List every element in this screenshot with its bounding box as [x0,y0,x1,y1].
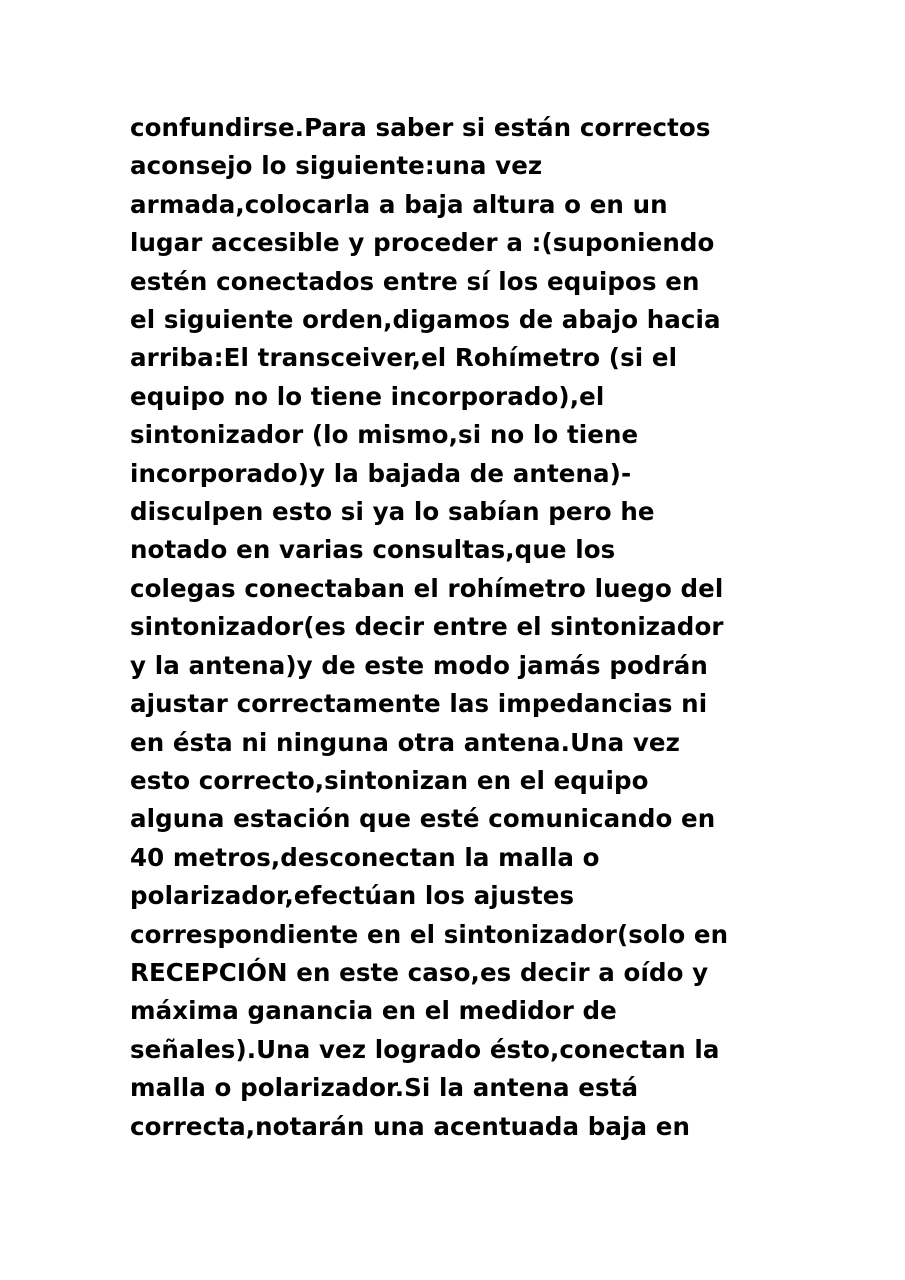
text-line: alguna estación que esté comunicando en [130,804,716,834]
text-line: correcta,notarán una acentuada baja en [130,1111,691,1141]
text-line: equipo no lo tiene incorporado),el [130,381,605,411]
text-line: disculpen esto si ya lo sabían pero he [130,497,655,527]
text-line: notado en varias consultas,que los [130,535,616,565]
text-line: confundirse.Para saber si están correctos [130,113,711,142]
text-line: estén conectados entre sí los equipos en [130,266,700,296]
text-line: polarizador,efectúan los ajustes [130,881,575,911]
text-line: sintonizador (lo mismo,si no lo tiene [130,420,639,450]
text-line: en ésta ni ninguna otra antena.Una vez [130,727,681,757]
text-line: lugar accesible y proceder a :(suponiendo [130,228,715,258]
text-line: esto correcto,sintonizan en el equipo [130,765,649,795]
text-line: el siguiente orden,digamos de abajo hacia [130,305,721,335]
text-line: sintonizador(es decir entre el sintonizador [130,612,724,642]
text-line: aconsejo lo siguiente:una vez [130,151,543,181]
text-line: máxima ganancia en el medidor de [130,996,617,1026]
text-line: correspondiente en el sintonizador(solo en [130,919,729,949]
text-line: y la antena)y de este modo jamás podrán [130,650,708,680]
text-line: ajustar correctamente las impedancias ni [130,689,708,719]
text-line: colegas conectaban el rohímetro luego del [130,573,724,603]
text-line: RECEPCIÓN en este caso,es decir a oído y [130,957,709,987]
text-line: armada,colocarla a baja altura o en un [130,189,668,219]
body-text [130,109,830,1146]
text-line: incorporado)y la bajada de antena)- [130,458,632,488]
text-line: malla o polarizador.Si la antena está [130,1073,639,1103]
text-line: arriba:El transceiver,el Rohímetro (si el [130,343,678,373]
text-line: 40 metros,desconectan la malla o [130,842,600,872]
text-line: señales).Una vez logrado ésto,conectan la [130,1034,720,1064]
